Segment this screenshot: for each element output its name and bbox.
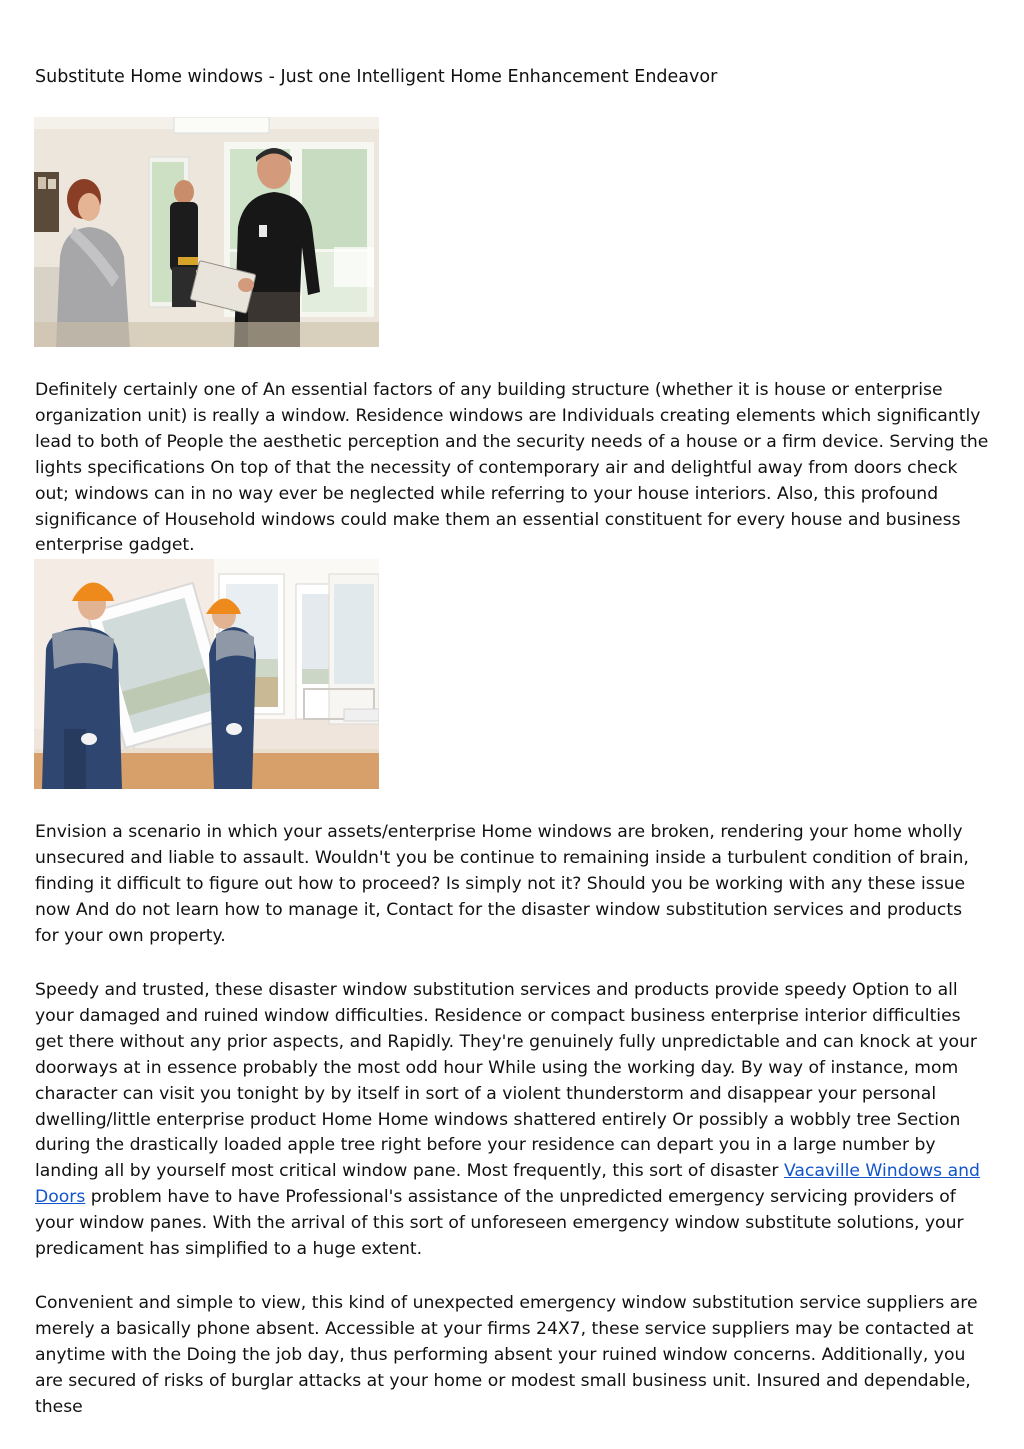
paragraph-2: Envision a scenario in which your assets/enterprise Home windows are broken, rendering your home wholly unsecured and liable to assault. Wouldn't you be continue to remaining inside a turbulent condition of brain, finding it difficult to figure out how to proceed? Is simply not it? Should you be working with any these issue now And do not learn how to manage it, Contact for the disaster window substitution services and products for your own property. xyxy=(35,822,969,946)
workers-photo-illustration xyxy=(34,559,379,789)
photo-workers-carrying-window-frame xyxy=(34,559,379,789)
document-title: Substitute Home windows - Just one Intelligent Home Enhancement Endeavor xyxy=(35,67,718,87)
paragraph-1: Definitely certainly one of An essential factors of any building structure (whether it is house or enterprise organization unit) is really a window. Residence windows are Individuals creating elements which significantly lead to both of People the aesthetic perception and the security needs of a house or a firm device. Serving the lights specifications On top of that the necessity of contemporary air and delightful away from doors check out; windows can in no way ever be neglected while referring to your house interiors. Also, this profound significance of Household windows could make them an essential constituent for every house and business enterprise gadget. xyxy=(35,380,989,556)
consultation-photo-illustration xyxy=(34,117,379,347)
paragraph-3-text-before-link: Speedy and trusted, these disaster window substitution services and products provide speedy Option to all your damaged and ruined window difficulties. Residence or compact business enterprise interior difficulties get there without any prior aspects, and Rapidly. They're genuinely fully unpredictable and can knock at your doorways at in essence probably the most odd hour While using the working day. By way of instance, mom character can visit you tonight by by itself in sort of a violent thunderstorm and disappear your personal dwelling/little enterprise product Home Home windows shattered entirely Or possibly a wobbly tree Section during the drastically loaded apple tree right before your residence can depart you in a large number by landing all by yourself most critical window pane. Most frequently, this sort of disaster xyxy=(35,980,977,1182)
paragraph-3-text-after-link: problem have to have Professional's assistance of the unpredicted emergency servicing providers of your window panes. With the arrival of this sort of unforeseen emergency window substitute solutions, your predicament has simplified to a huge extent. xyxy=(35,1187,964,1260)
paragraph-3 xyxy=(35,978,990,1263)
photo-consultation-window-installers xyxy=(34,117,379,347)
vacaville-windows-and-doors-link[interactable]: Vacaville Windows and Doors xyxy=(35,1161,980,1208)
paragraph-4: Convenient and simple to view, this kind of unexpected emergency window substitution service suppliers are merely a basically phone absent. Accessible at your firms 24X7, these service suppliers may be contacted at anytime with the Doing the job day, thus performing absent your ruined window concerns. Additionally, you are secured of risks of burglar attacks at your home or modest small business unit. Insured and dependable, these xyxy=(35,1293,978,1417)
